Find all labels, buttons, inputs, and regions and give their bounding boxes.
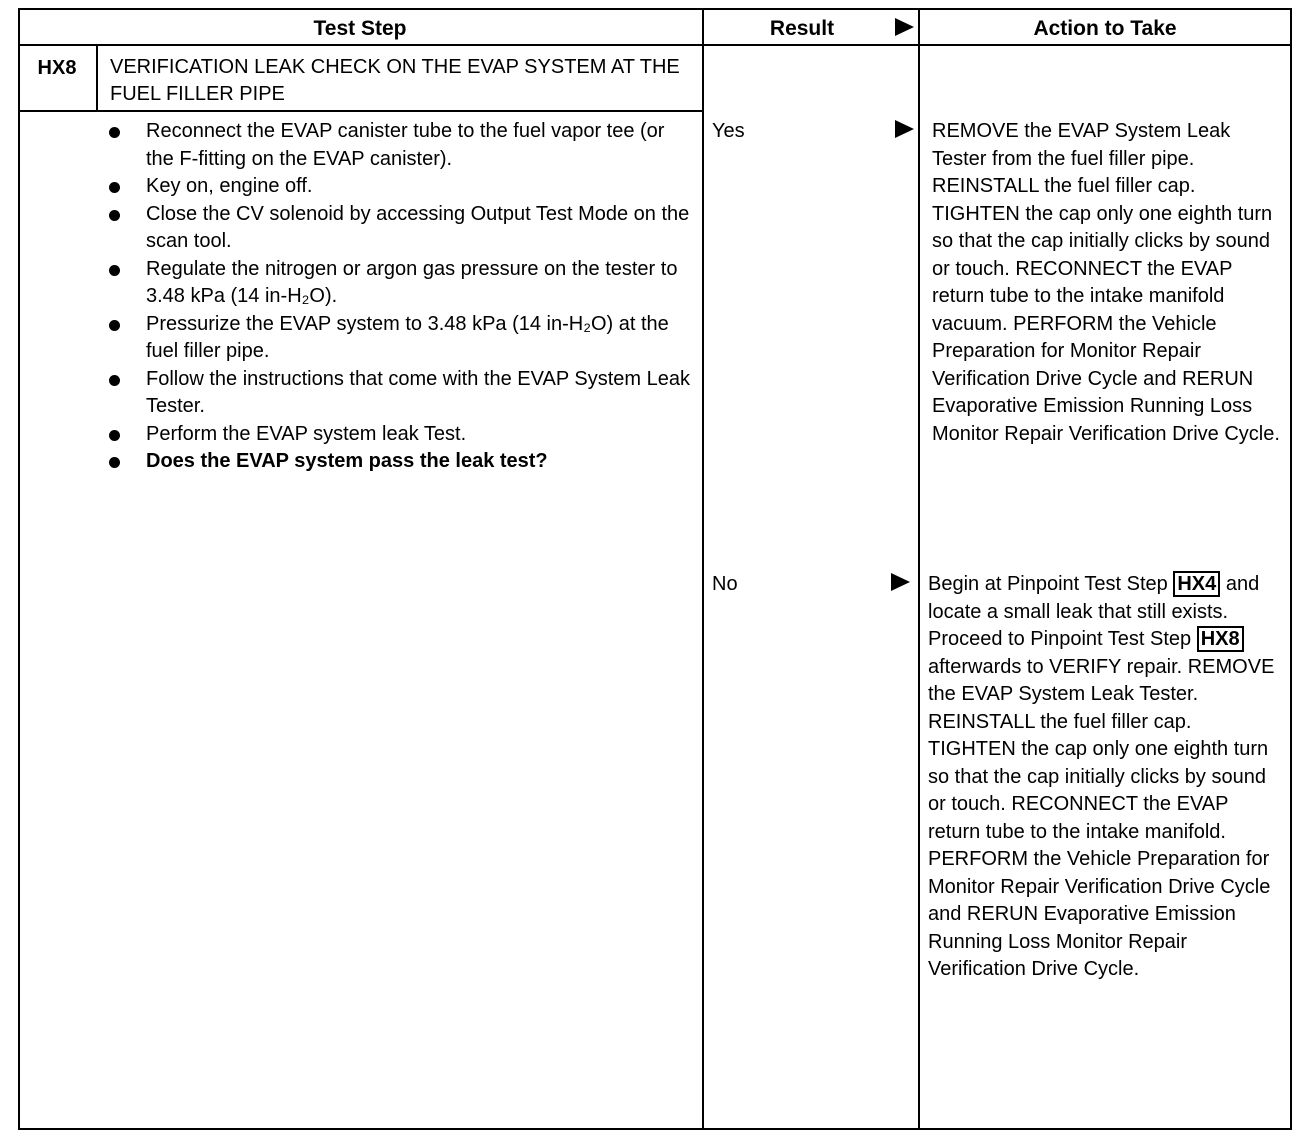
step-ref-hx4: HX4 — [1173, 571, 1220, 597]
result-yes: Yes — [712, 120, 745, 142]
result-column-divider — [702, 8, 704, 1130]
action-no-text-3: afterwards to VERIFY repair. REMOVE the EVAP System Leak Tester. REINSTALL the fuel filler cap. TIGHTEN the cap only one eighth turn so that the cap initially clicks by sound or touch. RECONNECT the EVAP return tube to the intake manifold. PERFORM the Vehicle Preparation for Monitor Repair Verification Drive Cycle and RERUN Evaporative Emission Running Loss Monitor Repair Verification Drive Cycle. — [928, 655, 1275, 980]
table-top-border — [18, 8, 1292, 10]
action-yes: REMOVE the EVAP System Leak Tester from the fuel filler pipe. REINSTALL the fuel filler cap. TIGHTEN the cap only one eighth turn so that the cap initially clicks by sound or touch. RECONNECT the EVAP return tube to the intake manifold vacuum. PERFORM the Vehicle Preparation for Monitor Repair Verification Drive Cycle and RERUN Evaporative Emission Running Loss Monitor Repair Verification Drive Cycle. — [932, 120, 1280, 445]
instruction-question: Does the EVAP system pass the leak test? — [104, 448, 694, 476]
header-action: Action to Take — [1033, 17, 1177, 40]
step-instructions — [104, 118, 694, 476]
result-no: No — [712, 573, 738, 595]
step-title: VERIFICATION LEAK CHECK ON THE EVAP SYSTEM AT THE FUEL FILLER PIPE — [110, 56, 680, 105]
step-ref-hx8: HX8 — [1197, 626, 1244, 652]
instruction-item: Perform the EVAP system leak Test. — [104, 421, 694, 449]
instruction-item: Regulate the nitrogen or argon gas pressure on the tester to 3.48 kPa (14 in-H₂O). — [104, 256, 694, 311]
header-result: Result — [769, 17, 835, 40]
action-no-text-1: Begin at Pinpoint Test Step — [928, 573, 1168, 595]
instruction-item: Pressurize the EVAP system to 3.48 kPa (14 in-H₂O) at the fuel filler pipe. — [104, 311, 694, 366]
step-id-divider — [96, 44, 98, 110]
table-bottom-border — [18, 1128, 1292, 1130]
instruction-item: Close the CV solenoid by accessing Output Test Mode on the scan tool. — [104, 201, 694, 256]
step-id: HX8 — [37, 57, 77, 79]
yes-arrow-icon — [895, 120, 914, 138]
instruction-item: Key on, engine off. — [104, 173, 694, 201]
table-right-border — [1290, 8, 1292, 1130]
table-left-border — [18, 8, 20, 1130]
action-column-divider — [918, 8, 920, 1130]
header-arrow-icon — [895, 18, 914, 36]
action-no — [928, 571, 1282, 984]
action-no-text-2: and locate a small leak that still exists. Proceed to Pinpoint Test Step — [928, 573, 1260, 650]
step-title-divider — [18, 110, 704, 112]
no-arrow-icon — [891, 573, 910, 591]
header-test-step: Test Step — [313, 17, 407, 40]
instruction-item: Reconnect the EVAP canister tube to the fuel vapor tee (or the F-fitting on the EVAP canister). — [104, 118, 694, 173]
test-step-table — [18, 8, 1292, 1130]
instruction-item: Follow the instructions that come with the EVAP System Leak Tester. — [104, 366, 694, 421]
